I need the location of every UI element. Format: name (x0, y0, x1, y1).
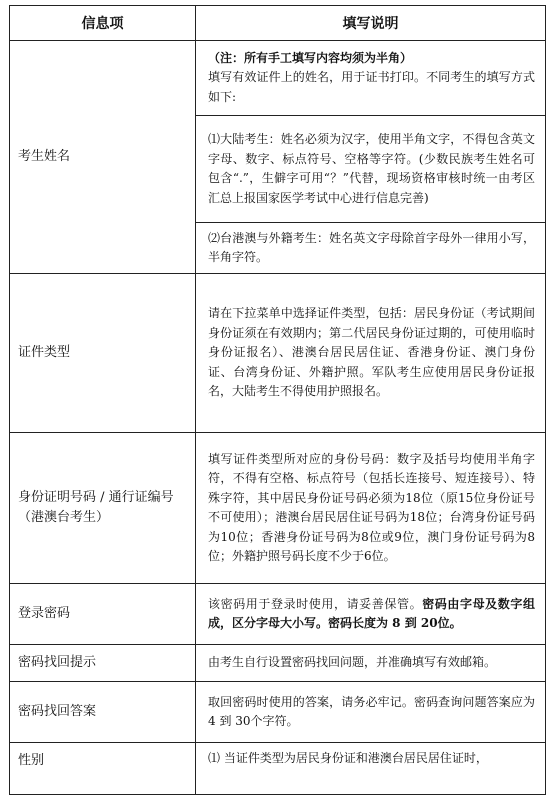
document-table-wrapper (9, 5, 546, 795)
row-hint (10, 645, 546, 682)
row-gender (10, 743, 546, 795)
label-password: 登录密码 (10, 584, 196, 645)
cell-hint: 由考生自行设置密码找回问题，并准确填写有效邮箱。 (196, 645, 546, 682)
row-idtype (10, 274, 546, 433)
label-idnum: 身份证明号码 / 通行证编号（港澳台考生） (10, 433, 196, 584)
label-hint: 密码找回提示 (10, 645, 196, 682)
registration-instructions-table (9, 5, 546, 795)
cell-name-intro (196, 41, 546, 116)
label-name: 考生姓名 (10, 41, 196, 274)
name-intro-text: 填写有效证件上的姓名，用于证书打印。不同考生的填写方式如下: (208, 70, 535, 104)
header-instructions: 填写说明 (196, 6, 546, 41)
cell-gender: ⑴ 当证件类型为居民身份证和港澳台居民居住证时， (196, 743, 546, 795)
row-answer (10, 682, 546, 743)
row-name (10, 41, 546, 116)
cell-name-foreign: ⑵台港澳与外籍考生：姓名英文字母除首字母外一律用小写，半角字符。 (196, 223, 546, 274)
halfwidth-note: （注：所有手工填写内容均须为半角） (208, 50, 413, 65)
cell-name-mainland: ⑴大陆考生：姓名必须为汉字，使用半角文字，不得包含英文字母、数字、标点符号、空格等字符。(少数民族考生姓名可包含“.”，生僻字可用“？”代替，现场资格审核时统一由考区汇总上报国家医学考试中心进行信息完善) (196, 116, 546, 223)
label-gender: 性别 (10, 743, 196, 795)
cell-answer: 取回密码时使用的答案，请务必牢记。密码查询问题答案应为 4 到 30个字符。 (196, 682, 546, 743)
row-idnum (10, 433, 546, 584)
cell-idnum: 填写证件类型所对应的身份号码：数字及括号均使用半角字符，不得有空格、标点符号（包括长连接号、短连接号）、特殊字符，其中居民身份证号码必须为18位（原15位身份证号不可使用）；港澳台居民居住证号码为18位；台湾身份证号码为10位；香港身份证号码为8位或9位，澳门身份证号码为8位；外籍护照号码长度不少于6位。 (196, 433, 546, 584)
table-header-row (10, 6, 546, 41)
row-password (10, 584, 546, 645)
cell-idtype: 请在下拉菜单中选择证件类型，包括：居民身份证（考试期间身份证须在有效期内；第二代居民身份证过期的，可使用临时身份证报名）、港澳台居民居住证、香港身份证、澳门身份证、台湾身份证、外籍护照。军队考生应使用居民身份证报名，大陆考生不得使用护照报名。 (196, 274, 546, 433)
password-text-plain: 该密码用于登录时使用，请妥善保管。 (208, 596, 423, 611)
label-answer: 密码找回答案 (10, 682, 196, 743)
header-info-item: 信息项 (10, 6, 196, 41)
password-text-bold: 密码由字母及数字组成，区分字母大小写。密码长度为 8 到 20位。 (208, 596, 535, 630)
label-idtype: 证件类型 (10, 274, 196, 433)
cell-password (196, 584, 546, 645)
